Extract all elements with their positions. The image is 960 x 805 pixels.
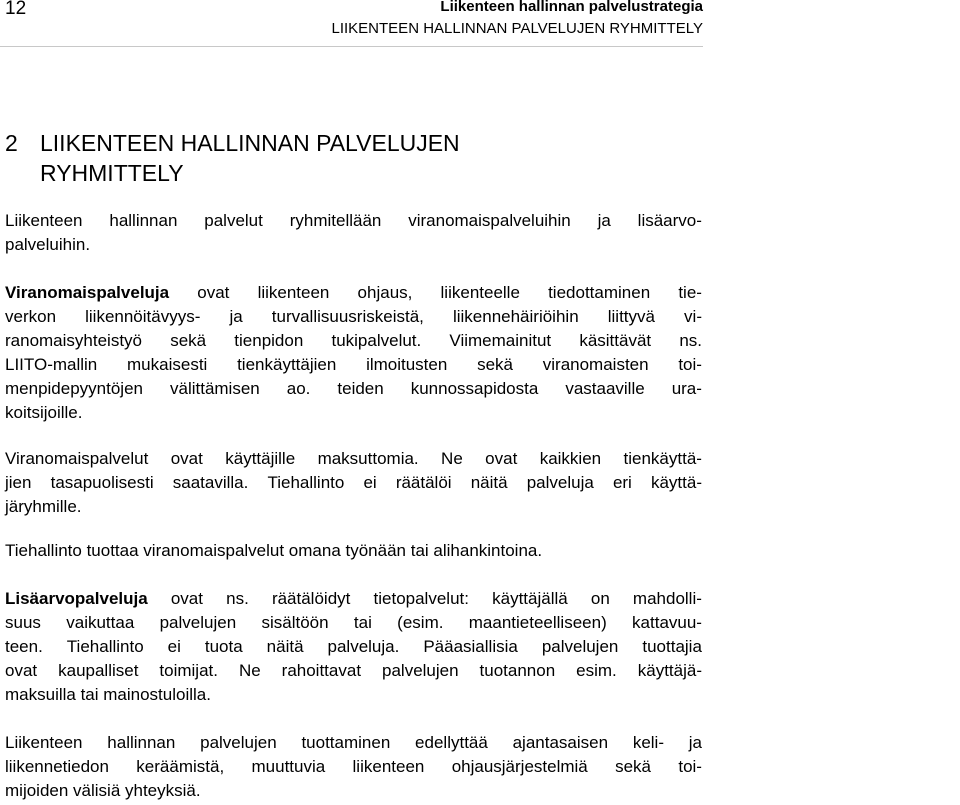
text-line: LIITO-mallin mukaisesti tienkäyttäjien ilmoitusten sekä viranomaisten toi- (5, 355, 702, 374)
section-title-line2: RYHMITTELY (40, 160, 184, 186)
section-number: 2 (5, 130, 18, 156)
text-line: ovat kaupalliset toimijat. Ne rahoittavat palvelujen tuotannon esim. käyttäjä- (5, 661, 702, 680)
text-line: koitsijoille. (5, 403, 83, 422)
running-header-title: Liikenteen hallinnan palvelustrategia (440, 0, 703, 15)
text-line: mijoiden välisiä yhteyksiä. (5, 781, 201, 800)
paragraph-2: Viranomaispalveluja ovat liikenteen ohjaus, liikenteelle tiedottaminen tie- verkon liikennöitävyys- ja turvallisuusriskeistä, liikennehäiriöihin liittyvä vi- ranomaisyhteistyö sekä tienpidon tukipalvelut. Viimemainitut käsittävät ns. LIITO-mallin mukaisesti tienkäyttäjien ilmoitusten sekä viranomaisten toi- menpidepyyntöjen välittämisen ao. teiden kunnossapidosta vastaaville ura- koitsijoille. (5, 281, 702, 425)
term-viranomaispalveluja: Viranomaispalveluja (5, 283, 170, 302)
paragraph-6 (5, 731, 702, 803)
paragraph-1 (5, 209, 702, 257)
paragraph-4 (5, 539, 702, 563)
paragraph-5: Lisäarvopalveluja ovat ns. räätälöidyt tietopalvelut: käyttäjällä on mahdolli- suus vaikuttaa palvelujen sisältöön tai (esim. maantieteelliseen) kattavuu- teen. Tiehallinto ei tuota näitä palveluja. Pääasiallisia palvelujen tuottajia ovat kaupalliset toimijat. Ne rahoittavat palvelujen tuotannon esim. käyttäjä- maksuilla tai mainostuloilla. (5, 587, 702, 707)
text-line: järyhmille. (5, 497, 82, 516)
text-line: maksuilla tai mainostuloilla. (5, 685, 211, 704)
text-line: Liikenteen hallinnan palvelujen tuottaminen edellyttää ajantasaisen keli- ja (5, 733, 702, 752)
text-line: Tiehallinto tuottaa viranomaispalvelut omana työnään tai alihankintoina. (5, 541, 543, 560)
section-heading (5, 128, 705, 188)
section-title-line1: LIIKENTEEN HALLINNAN PALVELUJEN (40, 130, 460, 156)
running-header-subtitle: LIIKENTEEN HALLINNAN PALVELUJEN RYHMITTELY (331, 20, 703, 37)
header-rule (0, 46, 703, 47)
text-line: liikennetiedon keräämistä, muuttuvia liikenteen ohjausjärjestelmiä sekä toi- (5, 757, 702, 776)
text-line: teen. Tiehallinto ei tuota näitä palveluja. Pääasiallisia palvelujen tuottajia (5, 637, 702, 656)
text-line: verkon liikennöitävyys- ja turvallisuusriskeistä, liikennehäiriöihin liittyvä vi- (5, 307, 702, 326)
text-line: ranomaisyhteistyö sekä tienpidon tukipalvelut. Viimemainitut käsittävät ns. (5, 331, 702, 350)
text-line: jien tasapuolisesti saatavilla. Tiehallinto ei räätälöi näitä palveluja eri käyttä- (5, 473, 702, 492)
paragraph-3 (5, 447, 702, 519)
text-line: menpidepyyntöjen välittämisen ao. teiden kunnossapidosta vastaaville ura- (5, 379, 702, 398)
text-line: Liikenteen hallinnan palvelut ryhmitellään viranomaispalveluihin ja lisäarvo- (5, 211, 702, 230)
term-lisaarvopalveluja: Lisäarvopalveluja (5, 589, 148, 608)
text-line: Viranomaispalvelut ovat käyttäjille maksuttomia. Ne ovat kaikkien tienkäyttä- (5, 449, 702, 468)
page-number: 12 (5, 0, 27, 19)
text-line: suus vaikuttaa palvelujen sisältöön tai (esim. maantieteelliseen) kattavuu- (5, 613, 702, 632)
text-line: palveluihin. (5, 235, 91, 254)
